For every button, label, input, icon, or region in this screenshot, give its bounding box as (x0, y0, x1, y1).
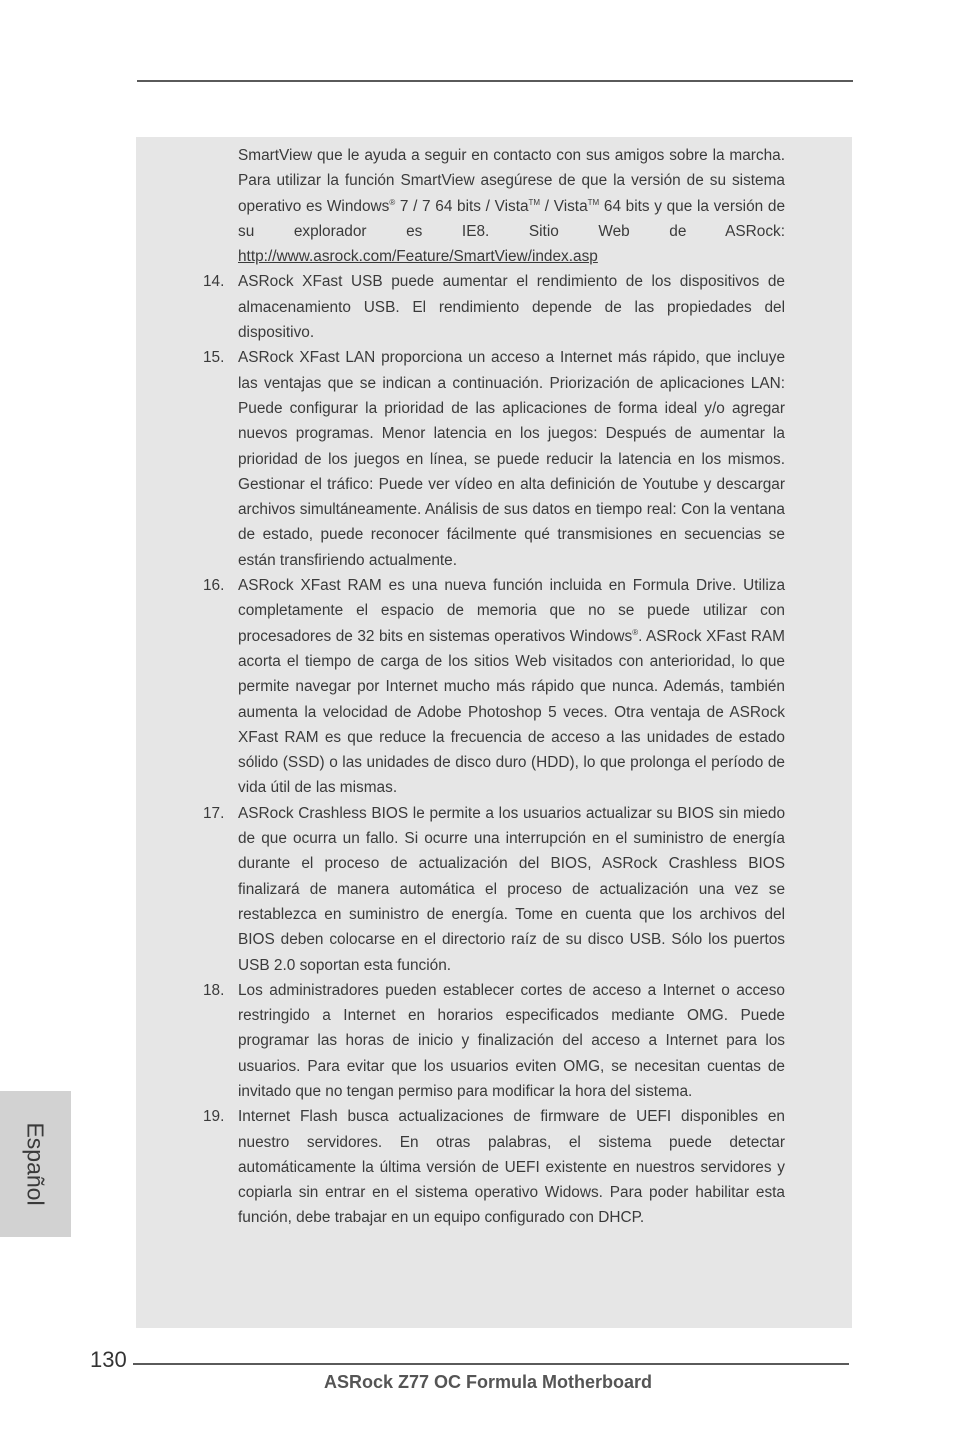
list-item-14 (203, 269, 785, 345)
item-text: Los administradores pueden establecer cortes de acceso a Internet o acceso restringido a Internet en horarios especificados mediante OMG. Puede programar las horas de inicio y finalización del acceso a Internet para los usuarios. Para evitar que los usuarios eviten OMG, se necesitan cuentas de invitado que no tengan permiso para modificar la hora del sistema. (238, 981, 785, 1100)
item-number: 18. (203, 981, 225, 999)
continuation-text: / Vista (540, 197, 588, 215)
registered-mark: ® (632, 627, 639, 637)
document-body (203, 143, 785, 1231)
item-text: ASRock XFast USB puede aumentar el rendimiento de los dispositivos de almacenamiento USB. El rendimiento depende de las propiedades del dispositivo. (238, 273, 785, 342)
item-number: 14. (203, 273, 225, 291)
language-label: Español (22, 1122, 49, 1206)
continuation-text: 7 / 7 64 bits / Vista (395, 197, 529, 215)
item-number: 17. (203, 804, 225, 822)
list-item-15 (203, 345, 785, 573)
item-text: ASRock Crashless BIOS le permite a los usuarios actualizar su BIOS sin miedo de que ocurra un fallo. Si ocurre una interrupción en el suministro de energía durante el proceso de actualización del BIOS, ASRock Crashless BIOS finalizará de manera automática el proceso de actualización una vez se restablezca en suministro de energía. Tome en cuenta que los archivos del BIOS deben colocarse en el directorio raíz de su disco USB. Sólo los puertos USB 2.0 soportan esta función. (238, 804, 785, 974)
registered-mark: ® (389, 197, 396, 207)
item-text: Internet Flash busca actualizaciones de firmware de UEFI disponibles en nuestro servidores. En otras palabras, el sistema puede detectar automáticamente la última versión de UEFI existente en nuestros servidores y copiarla sin entrar en el sistema operativo Widows. Para poder habilitar esta función, debe trabajar en un equipo configurado con DHCP. (238, 1108, 785, 1227)
trademark-mark: TM (587, 197, 600, 207)
footer-title: ASRock Z77 OC Formula Motherboard (324, 1372, 653, 1392)
page-number: 130 (90, 1347, 127, 1372)
item-number: 16. (203, 577, 225, 595)
item-text-part: ASRock XFast RAM es una nueva función incluida en Formula Drive. Utiliza completamente el espacio de memoria que no se puede utilizar con procesadores de 32 bits en sistemas operativos Windows (238, 577, 785, 645)
item-number: 19. (203, 1108, 225, 1126)
continuation-paragraph (238, 143, 785, 269)
trademark-mark: TM (528, 197, 541, 207)
continuation-text: SmartView que le ayuda a seguir en contacto con sus amigos sobre la marcha. Para utilizar la función SmartView asegúrese de que la versión de su sistema operativo es Windows (238, 147, 785, 215)
list-item-17 (203, 801, 785, 978)
list-item-16 (203, 573, 785, 801)
list-item-19 (203, 1104, 785, 1230)
smartview-link[interactable]: http://www.asrock.com/Feature/SmartView/index.asp (238, 248, 598, 266)
continuation-text: 64 bits y que la versión de su explorador es IE8. Sitio Web de ASRock: (238, 197, 785, 240)
footer-rule (133, 1363, 849, 1365)
item-number: 15. (203, 349, 225, 367)
item-text-part: . ASRock XFast RAM acorta el tiempo de carga de los sitios Web visitados con anterioridad, lo que permite navegar por Internet mucho más rápido que nunca. Además, también aumenta la velocidad de Adobe Photoshop 5 veces. Otra ventaja de ASRock XFast RAM es que reduce la frecuencia de acceso a las unidades de estado sólido (SSD) o las unidades de disco duro (HDD), lo que prolonga el período de vida útil de las mismas. (238, 627, 785, 797)
list-item-18 (203, 978, 785, 1104)
language-tab (0, 1091, 71, 1237)
item-text: ASRock XFast LAN proporciona un acceso a Internet más rápido, que incluye las ventajas que se indican a continuación. Priorización de aplicaciones LAN: Puede configurar la prioridad de las aplicaciones de forma ideal y/o agregar nuevos programas. Menor latencia en los juegos: Después de aumentar la prioridad de los juegos en línea, se puede reducir la latencia en los mismos. Gestionar el tráfico: Puede ver vídeo en alta definición de Youtube y descargar archivos simultáneamente. Análisis de sus datos en tiempo real: Con la ventana de estado, puede reconocer fácilmente qué transmisiones en secuencias se están transfiriendo actualmente. (238, 349, 785, 569)
item-text (238, 573, 785, 801)
header-rule (137, 80, 853, 82)
